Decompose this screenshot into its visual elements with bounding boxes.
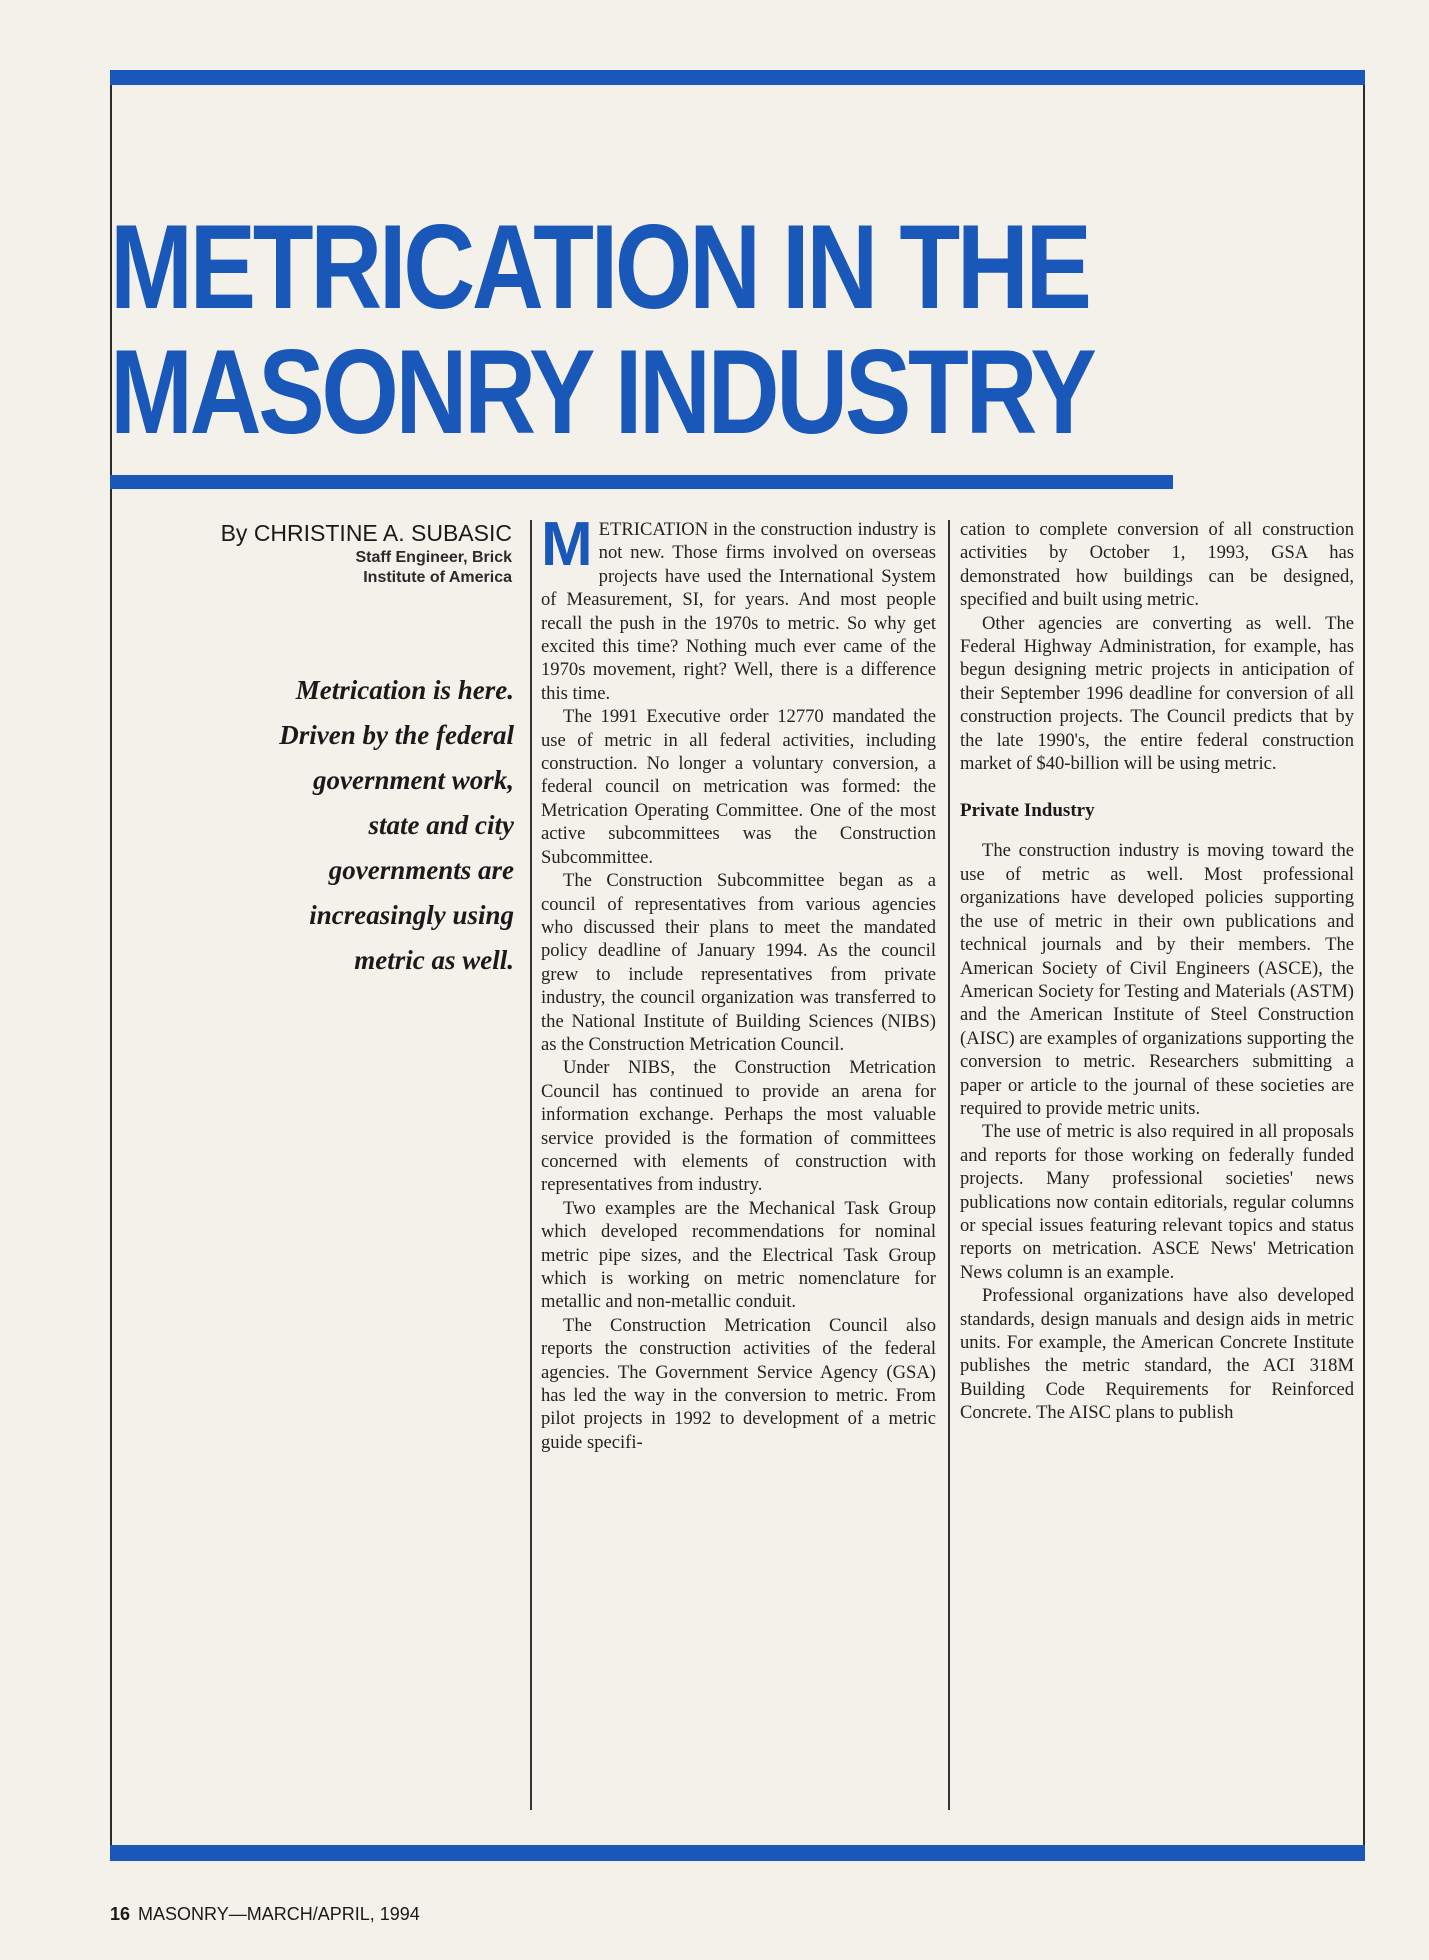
top-blue-bar xyxy=(110,70,1365,85)
page-footer xyxy=(110,1904,420,1925)
paragraph: Professional organizations have also developed standards, design manuals and design aids in metric units. For example, the American Concrete Institute publishes the metric standard, the ACI 318M Building Code Requirements for Reinforced Concrete. The AISC plans to publish xyxy=(960,1285,1354,1424)
pull-quote-line: Driven by the federal xyxy=(279,720,514,750)
drop-cap: M xyxy=(541,510,593,579)
pull-quote-line: metric as well. xyxy=(354,945,514,975)
pull-quote xyxy=(150,668,514,983)
article-headline xyxy=(110,200,1094,459)
paragraph: The construction industry is moving toward the use of metric as well. Most professional organizations have developed policies supporting the use of metric in their own publications and technical journals and by their members. The American Society of Civil Engineers (ASCE), the American Society for Testing and Materials (ASTM) and the American Institute of Steel Construction (AISC) are examples of organizations supporting the conversion to metric. Researchers submitting a paper or article to the journal of these societies are required to provide metric units. xyxy=(960,840,1354,1119)
column-rule-left xyxy=(530,520,532,1810)
bottom-blue-bar xyxy=(110,1845,1365,1861)
pull-quote-line: governments are xyxy=(328,855,514,885)
pull-quote-line: Metrication is here. xyxy=(295,675,514,705)
paragraph-text: ETRICATION in the construction industry is not new. Those firms involved on overseas projects have used the International System of Measurement, SI, for years. And most people recall the push in the 1970s to metric. So why get excited this time? Nothing much ever came of the 1970s movement, right? Well, there is a difference this time. xyxy=(541,519,936,704)
body-column-2 xyxy=(960,518,1354,1425)
body-column-1 xyxy=(541,510,936,1454)
byline xyxy=(150,518,512,588)
pull-quote-line: increasingly using xyxy=(309,900,514,930)
author-name: By CHRISTINE A. SUBASIC xyxy=(220,520,512,546)
paragraph: The 1991 Executive order 12770 mandated the use of metric in all federal activities, including construction. No longer a voluntary conversion, a federal council on metrication was formed: the Metrication Operating Committee. One of the most active subcommittees was the Construction Subcommittee. xyxy=(541,706,936,868)
pull-quote-line: government work, xyxy=(312,765,514,795)
section-subhead: Private Industry xyxy=(960,800,1095,822)
paragraph xyxy=(541,510,936,705)
author-title-line-1: Staff Engineer, Brick xyxy=(355,549,512,566)
paragraph: Other agencies are converting as well. The Federal Highway Administration, for example, has begun designing metric projects in anticipation of their September 1996 deadline for conversion of all construction projects. The Council predicts that by the late 1990's, the entire federal construction market of $40-billion will be using metric. xyxy=(960,612,1354,775)
pull-quote-line: state and city xyxy=(368,810,514,840)
paragraph: The use of metric is also required in all proposals and reports for those working on federally funded projects. Many professional societies' news publications now contain editorials, regular columns or special issues featuring relevant topics and status reports on metrication. ASCE News' Metrication News column is an example. xyxy=(960,1121,1354,1283)
headline-line-1: METRICATION IN THE xyxy=(110,200,1089,334)
paragraph: Two examples are the Mechanical Task Group which developed recommendations for nominal metric pipe sizes, and the Electrical Task Group which is working on metric nomenclature for metallic and non-metallic conduit. xyxy=(541,1197,936,1313)
paragraph: The Construction Subcommittee began as a council of representatives from various agencies who discussed their plans to meet the mandated policy deadline of January 1994. As the council grew to include representatives from private industry, the council organization was transferred to the National Institute of Building Sciences (NIBS) as the Construction Metrication Council. xyxy=(541,870,936,1055)
page-number: 16 xyxy=(110,1904,131,1924)
paragraph: cation to complete conversion of all construction activities by October 1, 1993, GSA has demonstrated how buildings can be designed, specified and built using metric. xyxy=(960,519,1354,611)
author-title-line-2: Institute of America xyxy=(363,569,512,586)
paragraph: Under NIBS, the Construction Metrication Council has continued to provide an arena for information exchange. Perhaps the most valuable service provided is the formation of committees concerned with elements of construction with representatives from industry. xyxy=(541,1057,936,1196)
publication-info: MASONRY—MARCH/APRIL, 1994 xyxy=(138,1904,420,1924)
headline-line-2: MASONRY INDUSTRY xyxy=(110,325,1094,459)
column-rule-right xyxy=(948,520,950,1810)
headline-underline-bar xyxy=(110,475,1173,489)
paragraph: The Construction Metrication Council also reports the construction activities of the federal agencies. The Government Service Agency (GSA) has led the way in the conversion to metric. From pilot projects in 1992 to development of a metric guide specifi- xyxy=(541,1314,936,1453)
frame-right-line xyxy=(1363,85,1365,1850)
